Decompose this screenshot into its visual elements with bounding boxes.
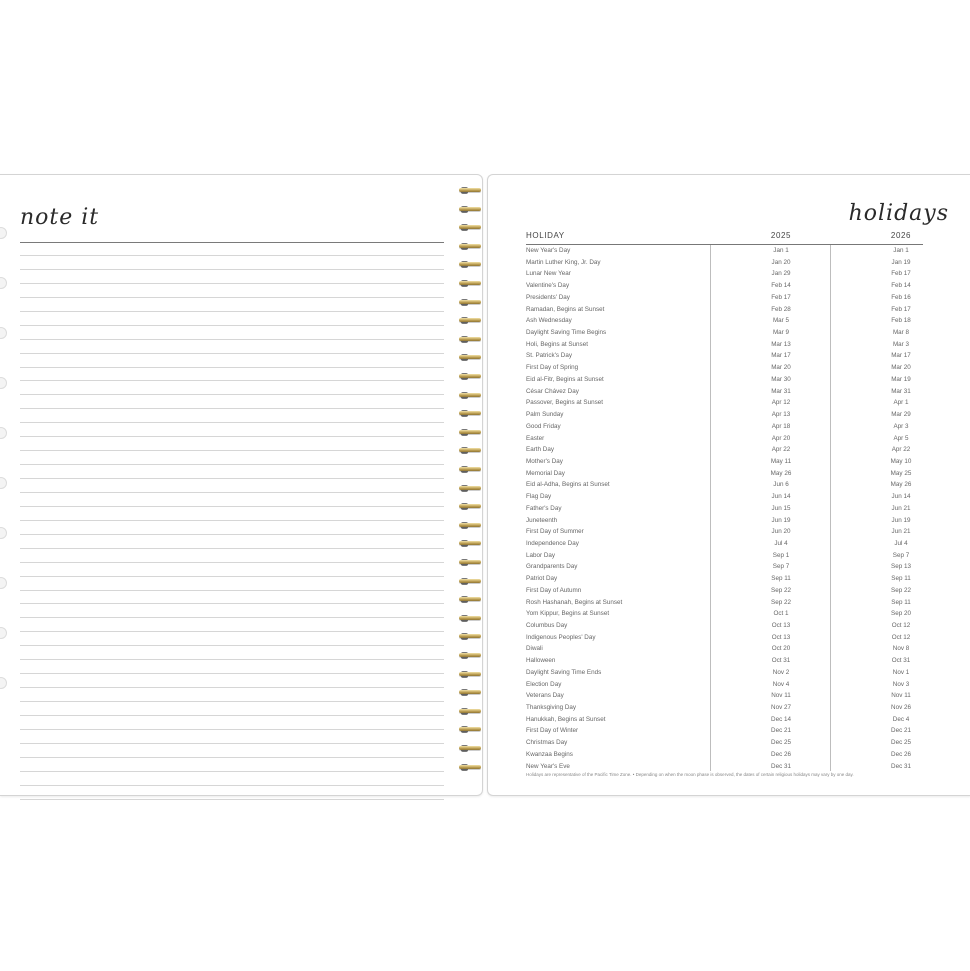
holiday-date-2026: Nov 11 — [891, 692, 911, 700]
holiday-row — [526, 761, 946, 773]
holiday-date-2026: Mar 20 — [891, 364, 911, 372]
holiday-row — [526, 679, 946, 691]
note-line — [20, 645, 444, 646]
spiral-ring — [457, 632, 483, 641]
spiral-ring — [457, 316, 483, 325]
tab-hole — [0, 327, 7, 339]
holiday-row — [526, 350, 946, 362]
holiday-row — [526, 608, 946, 620]
holiday-date-2025: Feb 28 — [771, 305, 791, 313]
holiday-date-2026: May 26 — [890, 481, 912, 489]
note-line — [20, 353, 444, 354]
holiday-date-2025: May 26 — [770, 469, 792, 477]
holiday-name: First Day of Autumn — [526, 586, 582, 594]
holiday-date-2026: Dec 31 — [891, 762, 911, 770]
holiday-name: Kwanzaa Begins — [526, 750, 573, 758]
holiday-date-2026: Mar 31 — [891, 387, 911, 395]
holiday-date-2025: Mar 30 — [771, 375, 791, 383]
holiday-row — [526, 421, 946, 433]
holiday-row — [526, 374, 946, 386]
holiday-row — [526, 315, 946, 327]
note-line — [20, 367, 444, 368]
holiday-name: Diwali — [526, 645, 543, 653]
holiday-name: Martin Luther King, Jr. Day — [526, 258, 601, 266]
holiday-date-2025: Mar 17 — [771, 352, 791, 360]
note-line — [20, 729, 444, 730]
note-line — [20, 548, 444, 549]
holiday-date-2025: Jun 6 — [773, 481, 789, 489]
holiday-date-2026: Oct 12 — [891, 633, 911, 641]
holiday-row — [526, 409, 946, 421]
holiday-date-2026: Feb 17 — [891, 270, 911, 278]
holiday-date-2026: Dec 25 — [891, 739, 911, 747]
holiday-date-2026: Apr 1 — [893, 399, 909, 407]
holiday-date-2025: Jun 15 — [771, 504, 791, 512]
holiday-row — [526, 597, 946, 609]
holiday-date-2026: Sep 7 — [892, 551, 910, 559]
holiday-name: Eid al-Adha, Begins at Sunset — [526, 481, 610, 489]
note-line — [20, 422, 444, 423]
holiday-name: New Year's Day — [526, 247, 571, 254]
note-title-rule — [20, 242, 444, 243]
spiral-ring — [457, 558, 483, 567]
holiday-name: Patriot Day — [526, 575, 558, 583]
holiday-date-2026: Jan 1 — [893, 247, 909, 254]
holiday-name: Valentine's Day — [526, 282, 570, 290]
spiral-ring — [457, 446, 483, 455]
tab-hole — [0, 627, 7, 639]
note-line — [20, 269, 444, 270]
holiday-name: Thanksgiving Day — [526, 704, 577, 712]
holiday-date-2025: Jan 1 — [773, 247, 789, 254]
holiday-name: Lunar New Year — [526, 270, 571, 278]
spiral-ring — [457, 409, 483, 418]
note-line — [20, 757, 444, 758]
spiral-ring — [457, 744, 483, 753]
holiday-date-2026: Feb 16 — [891, 293, 911, 301]
spiral-ring — [457, 707, 483, 716]
holiday-row — [526, 479, 946, 491]
note-line — [20, 325, 444, 326]
holiday-date-2025: Sep 1 — [772, 551, 790, 559]
holiday-date-2026: Oct 12 — [891, 622, 911, 629]
note-line — [20, 311, 444, 312]
holiday-row — [526, 503, 946, 515]
holiday-date-2025: May 11 — [770, 457, 792, 465]
holiday-date-2026: Feb 14 — [891, 282, 911, 290]
spiral-ring — [457, 725, 483, 734]
holiday-row — [526, 433, 946, 445]
note-line — [20, 534, 444, 535]
spiral-ring — [457, 335, 483, 344]
note-line — [20, 283, 444, 284]
holiday-date-2025: Nov 2 — [772, 668, 790, 676]
holiday-date-2026: Mar 3 — [892, 340, 910, 348]
holiday-date-2026: May 25 — [890, 469, 912, 477]
holiday-date-2026: Sep 22 — [891, 586, 911, 594]
holiday-row — [526, 280, 946, 292]
holiday-date-2026: Sep 11 — [891, 575, 911, 583]
holiday-date-2025: Feb 17 — [771, 293, 791, 301]
holiday-name: Election Day — [526, 680, 562, 688]
holiday-name: Passover, Begins at Sunset — [526, 399, 604, 407]
note-line — [20, 771, 444, 772]
note-line — [20, 464, 444, 465]
spiral-ring — [457, 577, 483, 586]
holiday-row — [526, 632, 946, 644]
holiday-row — [526, 538, 946, 550]
open-planner — [0, 172, 970, 796]
spiral-ring — [457, 651, 483, 660]
tab-hole — [0, 677, 7, 689]
holiday-row — [526, 456, 946, 468]
spiral-ring — [457, 428, 483, 437]
holiday-row — [526, 585, 946, 597]
tab-hole — [0, 377, 7, 389]
holiday-date-2025: Sep 22 — [771, 586, 791, 594]
holiday-row — [526, 268, 946, 280]
holiday-name: Eid al-Fitr, Begins at Sunset — [526, 375, 604, 383]
note-lines — [20, 255, 444, 813]
holiday-date-2025: Jan 20 — [771, 258, 791, 266]
note-line — [20, 631, 444, 632]
note-line — [20, 799, 444, 800]
holiday-name: Flag Day — [526, 493, 552, 501]
holiday-name: Indigenous Peoples' Day — [526, 633, 596, 641]
holiday-date-2026: Dec 4 — [892, 715, 910, 723]
holiday-date-2025: Jan 29 — [771, 270, 791, 278]
spiral-ring — [457, 298, 483, 307]
holiday-name: Ash Wednesday — [526, 317, 572, 325]
holiday-date-2025: Oct 13 — [771, 633, 791, 641]
holiday-row — [526, 444, 946, 456]
holiday-date-2025: Dec 31 — [771, 762, 791, 770]
spiral-ring — [457, 223, 483, 232]
holiday-row — [526, 339, 946, 351]
holiday-row — [526, 257, 946, 269]
holiday-date-2025: Sep 7 — [772, 563, 790, 571]
holiday-date-2025: Mar 9 — [772, 329, 790, 337]
note-line — [20, 380, 444, 381]
holiday-name: Palm Sunday — [526, 411, 564, 419]
spiral-ring — [457, 186, 483, 195]
holiday-name: First Day of Spring — [526, 364, 579, 372]
holiday-row — [526, 550, 946, 562]
holiday-date-2025: Apr 13 — [771, 411, 791, 419]
holiday-footnote: Holidays are representative of the Pacific Time Zone. • Depending on when the moon phase is observed, the dates of certain religious holidays may vary by one day. — [526, 772, 854, 777]
holiday-name: Ramadan, Begins at Sunset — [526, 305, 605, 313]
holiday-date-2025: Apr 18 — [771, 422, 791, 430]
holiday-row — [526, 245, 946, 257]
spiral-ring — [457, 372, 483, 381]
holiday-date-2025: Sep 11 — [771, 575, 791, 583]
holiday-date-2026: Apr 5 — [893, 434, 909, 442]
holiday-date-2026: Mar 17 — [891, 352, 911, 360]
holiday-date-2025: Dec 14 — [771, 715, 791, 723]
note-line — [20, 743, 444, 744]
spiral-ring — [457, 205, 483, 214]
note-line — [20, 785, 444, 786]
holiday-row — [526, 327, 946, 339]
note-line — [20, 478, 444, 479]
holiday-date-2025: Jun 20 — [771, 528, 791, 536]
holiday-date-2026: Jan 19 — [891, 258, 911, 266]
holiday-row — [526, 515, 946, 527]
holiday-row — [526, 725, 946, 737]
note-line — [20, 701, 444, 702]
holiday-date-2025: Nov 4 — [772, 680, 790, 688]
note-line — [20, 576, 444, 577]
note-line — [20, 520, 444, 521]
holiday-date-2026: Nov 8 — [892, 645, 910, 653]
holiday-row — [526, 386, 946, 398]
spiral-ring — [457, 670, 483, 679]
tab-hole — [0, 577, 7, 589]
note-line — [20, 617, 444, 618]
holiday-date-2026: Nov 1 — [892, 668, 910, 676]
spiral-ring — [457, 502, 483, 511]
holiday-date-2025: Dec 21 — [771, 727, 791, 735]
note-line — [20, 450, 444, 451]
holidays-page — [487, 174, 970, 796]
spiral-ring — [457, 521, 483, 530]
note-line — [20, 673, 444, 674]
holiday-date-2025: Oct 1 — [773, 610, 789, 618]
note-line — [20, 339, 444, 340]
holiday-row — [526, 714, 946, 726]
holidays-page-title: holidays — [848, 201, 949, 226]
holiday-date-2025: Oct 20 — [771, 645, 791, 653]
holiday-date-2025: Feb 14 — [771, 282, 791, 290]
holiday-name: Father's Day — [526, 504, 562, 512]
holiday-row — [526, 620, 946, 632]
holiday-date-2026: Mar 19 — [891, 375, 911, 383]
holiday-date-2025: Nov 27 — [771, 704, 791, 712]
holiday-row — [526, 702, 946, 714]
holiday-table — [526, 245, 946, 772]
note-line — [20, 603, 444, 604]
spiral-ring — [457, 391, 483, 400]
note-line — [20, 506, 444, 507]
note-line — [20, 590, 444, 591]
note-line — [20, 255, 444, 256]
holiday-date-2025: Dec 26 — [771, 750, 791, 758]
holiday-row — [526, 304, 946, 316]
note-line — [20, 408, 444, 409]
holiday-date-2025: Dec 25 — [771, 739, 791, 747]
holiday-row — [526, 655, 946, 667]
holiday-name: Presidents' Day — [526, 293, 570, 301]
holiday-date-2026: Oct 31 — [891, 657, 911, 665]
tab-hole — [0, 277, 7, 289]
spiral-ring — [457, 484, 483, 493]
note-line — [20, 659, 444, 660]
holiday-name: César Chávez Day — [526, 387, 579, 395]
note-line — [20, 562, 444, 563]
holiday-date-2025: Mar 20 — [771, 364, 791, 372]
spiral-ring — [457, 539, 483, 548]
holiday-row — [526, 292, 946, 304]
spiral-ring — [457, 688, 483, 697]
holiday-row — [526, 643, 946, 655]
note-line — [20, 715, 444, 716]
spiral-binding — [457, 186, 483, 782]
holiday-row — [526, 397, 946, 409]
holiday-date-2025: Nov 11 — [771, 692, 791, 700]
header-year-2026: 2026 — [890, 231, 912, 240]
holiday-date-2026: Mar 29 — [891, 411, 911, 419]
holiday-date-2026: Apr 3 — [893, 422, 909, 430]
holiday-date-2025: Sep 22 — [771, 598, 791, 606]
holiday-date-2025: Oct 13 — [771, 622, 791, 629]
holiday-date-2026: Jun 21 — [891, 528, 911, 536]
holiday-date-2026: Jun 21 — [891, 504, 911, 512]
holiday-name: Yom Kippur, Begins at Sunset — [526, 610, 610, 618]
holiday-date-2025: Jun 19 — [771, 516, 791, 524]
holiday-name: Daylight Saving Time Begins — [526, 329, 607, 337]
holiday-date-2026: Sep 11 — [891, 598, 911, 606]
holiday-date-2025: Mar 13 — [771, 340, 791, 348]
holiday-date-2026: Feb 17 — [891, 305, 911, 313]
holiday-row — [526, 737, 946, 749]
holiday-date-2025: Apr 20 — [771, 434, 791, 442]
holiday-table-header — [526, 231, 912, 244]
note-page — [0, 174, 483, 796]
note-line — [20, 436, 444, 437]
holiday-name: Columbus Day — [526, 622, 568, 629]
holiday-name: Memorial Day — [526, 469, 565, 477]
note-line — [20, 394, 444, 395]
holiday-date-2025: Apr 12 — [771, 399, 791, 407]
note-page-title: note it — [20, 205, 100, 230]
tab-hole — [0, 477, 7, 489]
spiral-ring — [457, 279, 483, 288]
tab-hole — [0, 527, 7, 539]
spiral-ring — [457, 353, 483, 362]
holiday-name: First Day of Summer — [526, 528, 584, 536]
holiday-name: St. Patrick's Day — [526, 352, 572, 360]
holiday-date-2026: Jul 4 — [894, 539, 908, 547]
holiday-row — [526, 667, 946, 679]
note-line — [20, 297, 444, 298]
holiday-name: Daylight Saving Time Ends — [526, 668, 602, 676]
holiday-name: Juneteenth — [526, 516, 558, 524]
holiday-date-2026: Feb 18 — [891, 317, 911, 325]
holiday-date-2026: May 10 — [890, 457, 912, 465]
spiral-ring — [457, 595, 483, 604]
holiday-date-2025: Apr 22 — [771, 446, 791, 454]
holiday-name: Hanukkah, Begins at Sunset — [526, 715, 606, 723]
holiday-row — [526, 561, 946, 573]
holiday-name: Earth Day — [526, 446, 554, 454]
holiday-name: Rosh Hashanah, Begins at Sunset — [526, 598, 623, 606]
holiday-date-2026: Mar 8 — [892, 329, 910, 337]
spiral-ring — [457, 763, 483, 772]
holiday-date-2026: Nov 3 — [892, 680, 910, 688]
holiday-date-2025: Jun 14 — [771, 493, 791, 501]
holiday-date-2026: Apr 22 — [891, 446, 911, 454]
holiday-date-2026: Nov 26 — [891, 704, 911, 712]
holiday-date-2026: Sep 13 — [891, 563, 911, 571]
holiday-name: New Year's Eve — [526, 762, 570, 770]
holiday-name: Veterans Day — [526, 692, 564, 700]
holiday-date-2026: Dec 26 — [891, 750, 911, 758]
spiral-ring — [457, 260, 483, 269]
note-line — [20, 492, 444, 493]
holiday-name: Good Friday — [526, 422, 561, 430]
spiral-ring — [457, 242, 483, 251]
holiday-date-2025: Oct 31 — [771, 657, 791, 665]
holiday-name: Holi, Begins at Sunset — [526, 340, 588, 348]
holiday-name: Christmas Day — [526, 739, 568, 747]
holiday-row — [526, 573, 946, 585]
spiral-ring — [457, 465, 483, 474]
holiday-row — [526, 362, 946, 374]
holiday-name: Independence Day — [526, 539, 579, 547]
holiday-name: Labor Day — [526, 551, 556, 559]
holiday-date-2026: Sep 20 — [891, 610, 911, 618]
tab-hole — [0, 427, 7, 439]
holiday-name: First Day of Winter — [526, 727, 579, 735]
holiday-date-2025: Mar 31 — [771, 387, 791, 395]
holiday-date-2026: Jun 19 — [891, 516, 911, 524]
holiday-row — [526, 491, 946, 503]
holiday-row — [526, 749, 946, 761]
header-year-2025: 2025 — [770, 231, 792, 240]
spiral-ring — [457, 614, 483, 623]
holiday-name: Grandparents Day — [526, 563, 578, 571]
tab-hole — [0, 227, 7, 239]
holiday-row — [526, 468, 946, 480]
holiday-name: Halloween — [526, 657, 556, 665]
holiday-name: Mother's Day — [526, 457, 563, 465]
holiday-date-2025: Jul 4 — [774, 539, 788, 547]
holiday-date-2025: Mar 5 — [772, 317, 790, 325]
holiday-row — [526, 526, 946, 538]
holiday-date-2026: Dec 21 — [891, 727, 911, 735]
holiday-name: Easter — [526, 434, 545, 442]
holiday-row — [526, 690, 946, 702]
note-line — [20, 687, 444, 688]
holiday-date-2026: Jun 14 — [891, 493, 911, 501]
header-holiday: HOLIDAY — [526, 231, 565, 240]
